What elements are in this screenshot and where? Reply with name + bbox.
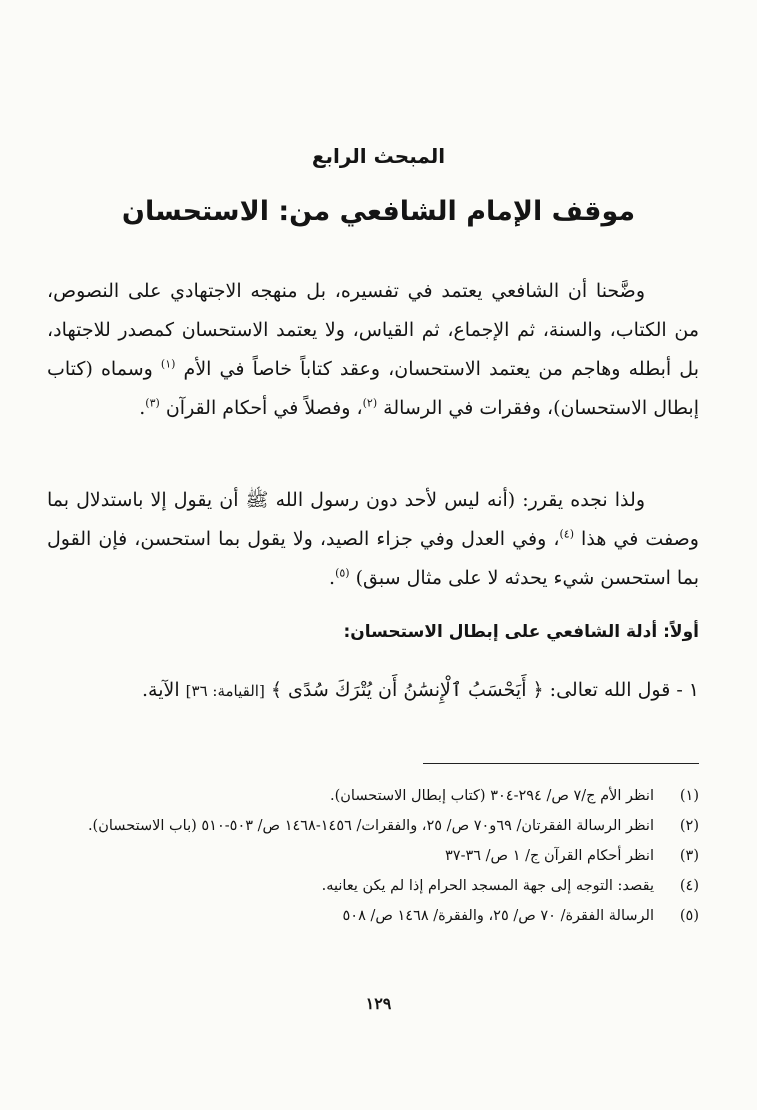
paragraph-text: ولذا نجده يقرر: (أنه ليس لأحد دون رسول الله ﷺ أن يقول إلا باستدلال بما وصفت في هذا xyxy=(47,489,699,550)
paragraph-text: ، وفي العدل وفي جزاء الصيد، ولا يقول بما استحسن، فإن القول بما استحسن شيء يحدثه لا على مثال سبق) xyxy=(47,528,699,589)
footnote-item xyxy=(47,901,699,931)
footnote-text: انظر الرسالة الفقرتان/ ٦٩و٧٠ ص/ ٢٥، والفقرات/ ١٤٥٦-١٤٦٨ ص/ ٥٠٣-٥١٠ (باب الاستحسان). xyxy=(87,818,654,834)
paragraph-text: وسماه (كتاب إبطال الاستحسان)، وفقرات في الرسالة xyxy=(47,358,699,419)
footnote-item xyxy=(47,841,699,871)
verse-citation xyxy=(47,672,699,709)
footnote-ref-1[interactable]: (١) xyxy=(160,357,176,371)
footnote-text: انظر الأم ج/٧ ص/ ٢٩٤-٣٠٤ (كتاب إبطال الاستحسان). xyxy=(330,788,654,804)
footnotes xyxy=(47,781,699,931)
footnote-number: (٣) xyxy=(679,848,699,864)
paragraph-text: . xyxy=(329,567,336,589)
verse-text: ١ - قول الله تعالى: ﴿ أَيَحْسَبُ ٱلْإِنسَٰنُ أَن يُتْرَكَ سُدًى ﴾ xyxy=(264,679,699,701)
paragraph-text: وضَّحنا أن الشافعي يعتمد في تفسيره، بل منهجه الاجتهادي على النصوص، من الكتاب، والسنة، ثم الإجماع، ثم القياس، ولا يعتمد الاستحسان كمصدر للاجتهاد، بل أبطله وهاجم من يعتمد الاستحسان، وعقد كتاباً خاصاً في الأم xyxy=(47,280,699,380)
verse-reference: [القيامة: ٣٦] xyxy=(185,682,265,700)
subheading: أولاً: أدلة الشافعي على إبطال الاستحسان: xyxy=(343,622,699,642)
footnote-number: (٥) xyxy=(679,908,699,924)
paragraph-text: . xyxy=(139,397,146,419)
footnote-text: يقصد: التوجه إلى جهة المسجد الحرام إذا لم يكن يعانيه. xyxy=(321,878,654,894)
footnote-ref-3[interactable]: (٣) xyxy=(145,396,160,410)
footnote-text: الرسالة الفقرة/ ٧٠ ص/ ٢٥، والفقرة/ ١٤٦٨ ص/ ٥٠٨ xyxy=(342,908,654,924)
page-number: ١٢٩ xyxy=(365,994,392,1013)
footnote-ref-5[interactable]: (٥) xyxy=(335,566,350,580)
footnote-ref-2[interactable]: (٢) xyxy=(362,396,378,410)
footnote-ref-4[interactable]: (٤) xyxy=(559,527,574,541)
chapter-title: موقف الإمام الشافعي من: الاستحسان xyxy=(121,196,636,227)
verse-suffix: الآية. xyxy=(141,679,186,701)
section-label: المبحث الرابع xyxy=(311,144,446,168)
paragraph-text: ، وفصلاً في أحكام القرآن xyxy=(159,397,363,419)
footnote-number: (٤) xyxy=(679,878,699,894)
footnote-divider xyxy=(423,763,699,764)
footnote-number: (٢) xyxy=(679,818,699,834)
footnote-item xyxy=(47,871,699,901)
paragraph-intro xyxy=(47,272,699,428)
footnote-item xyxy=(47,781,699,811)
footnote-text: انظر أحكام القرآن ج/ ١ ص/ ٣٦-٣٧ xyxy=(445,848,654,864)
paragraph-quote xyxy=(47,481,699,598)
footnote-number: (١) xyxy=(679,788,699,804)
footnote-item xyxy=(47,811,699,841)
